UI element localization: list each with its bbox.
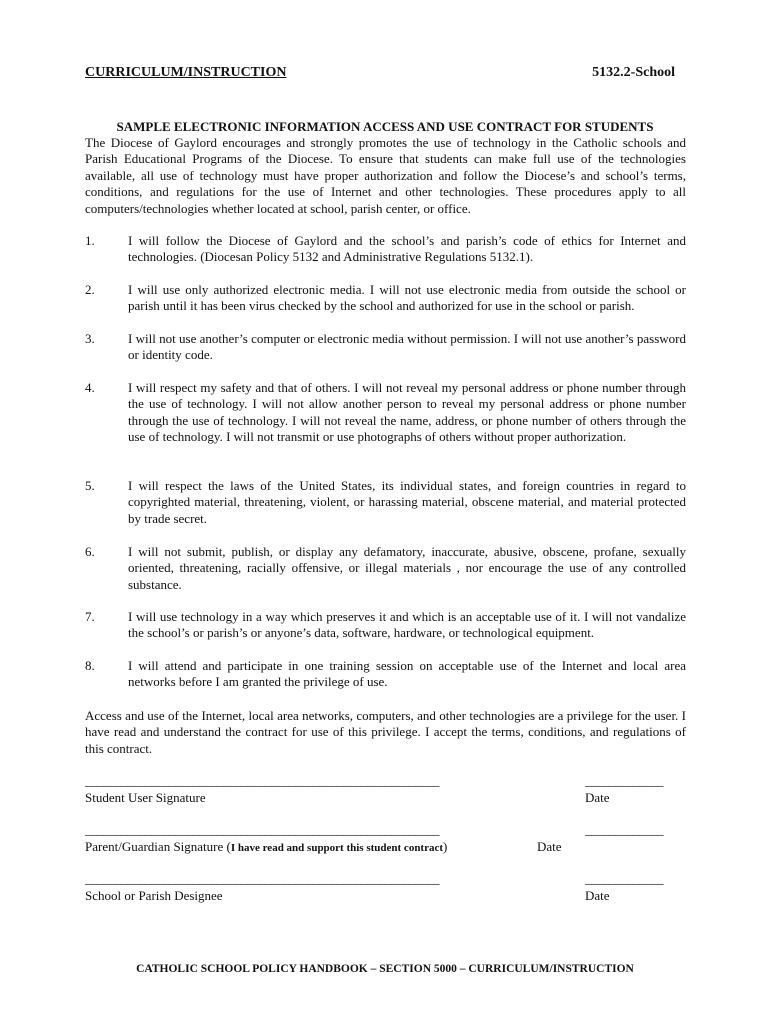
list-item-number: 6. xyxy=(85,544,95,559)
closing-paragraph: Access and use of the Internet, local area networks, computers, and other technologies are a privilege for the user. I have read and understand the contract for use of this privilege. I accept the terms, conditions, and regulations of this contract. xyxy=(85,708,686,756)
list-item xyxy=(85,282,686,315)
list-item-text: I will use only authorized electronic media. I will not use electronic media from outside the school or parish until it has been virus checked by the school and authorized for use in the school or parish. xyxy=(128,282,686,314)
list-item-text: I will not use another’s computer or electronic media without permission. I will not use another’s password or identity code. xyxy=(128,331,686,363)
list-item-text: I will attend and participate in one training session on acceptable use of the Internet and local area networks before I am granted the privilege of use. xyxy=(128,658,686,690)
designee-signature-label: School or Parish Designee xyxy=(85,888,223,903)
list-item-text: I will use technology in a way which preserves it and which is an acceptable use of it. I will not vandalize the school’s or parish’s or anyone’s data, software, hardware, or technological equipment. xyxy=(128,609,686,641)
intro-paragraph: The Diocese of Gaylord encourages and strongly promotes the use of technology in the Catholic schools and Parish Educational Programs of the Diocese. To ensure that students can make full use of the technologies available, all use of technology must have proper authorization and follow the Diocese’s and school’s terms, conditions, and regulations for the use of Internet and other technologies. These procedures apply to all computers/technologies whether located at school, parish center, or office. xyxy=(85,135,686,216)
parent-label-close: ) xyxy=(443,839,448,854)
header-policy-number: 5132.2-School xyxy=(592,65,675,80)
list-item-number: 7. xyxy=(85,609,95,624)
student-signature-label: Student User Signature xyxy=(85,790,206,805)
list-item-text: I will follow the Diocese of Gaylord and the school’s and parish’s code of ethics for Internet and technologies. (Diocesan Policy 5132 and Administrative Regulations 5132.1). xyxy=(128,233,686,265)
list-item xyxy=(85,658,686,691)
list-item xyxy=(85,544,686,593)
list-item-text: I will respect the laws of the United States, its individual states, and foreign countries in regard to copyrighted material, threatening, violent, or harassing material, obscene material, and material protected by trade secret. xyxy=(128,478,686,526)
list-item-number: 2. xyxy=(85,282,95,297)
list-item xyxy=(85,478,686,527)
list-item-number: 8. xyxy=(85,658,95,673)
list-item-text: I will not submit, publish, or display any defamatory, inaccurate, abusive, obscene, profane, sexually oriented, threatening, racially offensive, or illegal materials , nor encourage the use of any controlled substance. xyxy=(128,544,686,592)
document-title: SAMPLE ELECTRONIC INFORMATION ACCESS AND USE CONTRACT FOR STUDENTS xyxy=(116,119,654,134)
parent-signature-label xyxy=(85,839,447,855)
parent-signature-line[interactable]: ___________________________________________________________ xyxy=(85,822,439,837)
student-signature-line[interactable]: ___________________________________________________________ xyxy=(85,773,439,788)
list-item xyxy=(85,331,686,364)
list-item-text: I will respect my safety and that of others. I will not reveal my personal address or phone number through the use of technology. I will not allow another person to reveal my personal address or phone number through the use of technology. I will not reveal the name, address, or phone number of others through the use of technology. I will not transmit or use photographs of others without proper authorization. xyxy=(128,380,686,445)
list-item xyxy=(85,233,686,266)
list-item-number: 4. xyxy=(85,380,95,395)
student-date-line[interactable]: _____________ xyxy=(585,773,663,788)
designee-signature-line[interactable]: ___________________________________________________________ xyxy=(85,871,439,886)
designee-date-line[interactable]: _____________ xyxy=(585,871,663,886)
list-item-number: 5. xyxy=(85,478,95,493)
page-header xyxy=(85,65,675,81)
parent-label-text: Parent/Guardian Signature ( xyxy=(85,839,231,854)
list-item xyxy=(85,380,686,446)
page-footer: CATHOLIC SCHOOL POLICY HANDBOOK – SECTION 5000 – CURRICULUM/INSTRUCTION xyxy=(136,963,634,975)
parent-date-label: Date xyxy=(537,839,562,854)
list-item-number: 1. xyxy=(85,233,95,248)
list-item xyxy=(85,609,686,642)
list-item-number: 3. xyxy=(85,331,95,346)
designee-date-label: Date xyxy=(585,888,610,903)
header-section-title: CURRICULUM/INSTRUCTION xyxy=(85,65,287,80)
parent-date-line[interactable]: _____________ xyxy=(585,822,663,837)
student-date-label: Date xyxy=(585,790,610,805)
parent-label-note: I have read and support this student contract xyxy=(230,842,444,854)
